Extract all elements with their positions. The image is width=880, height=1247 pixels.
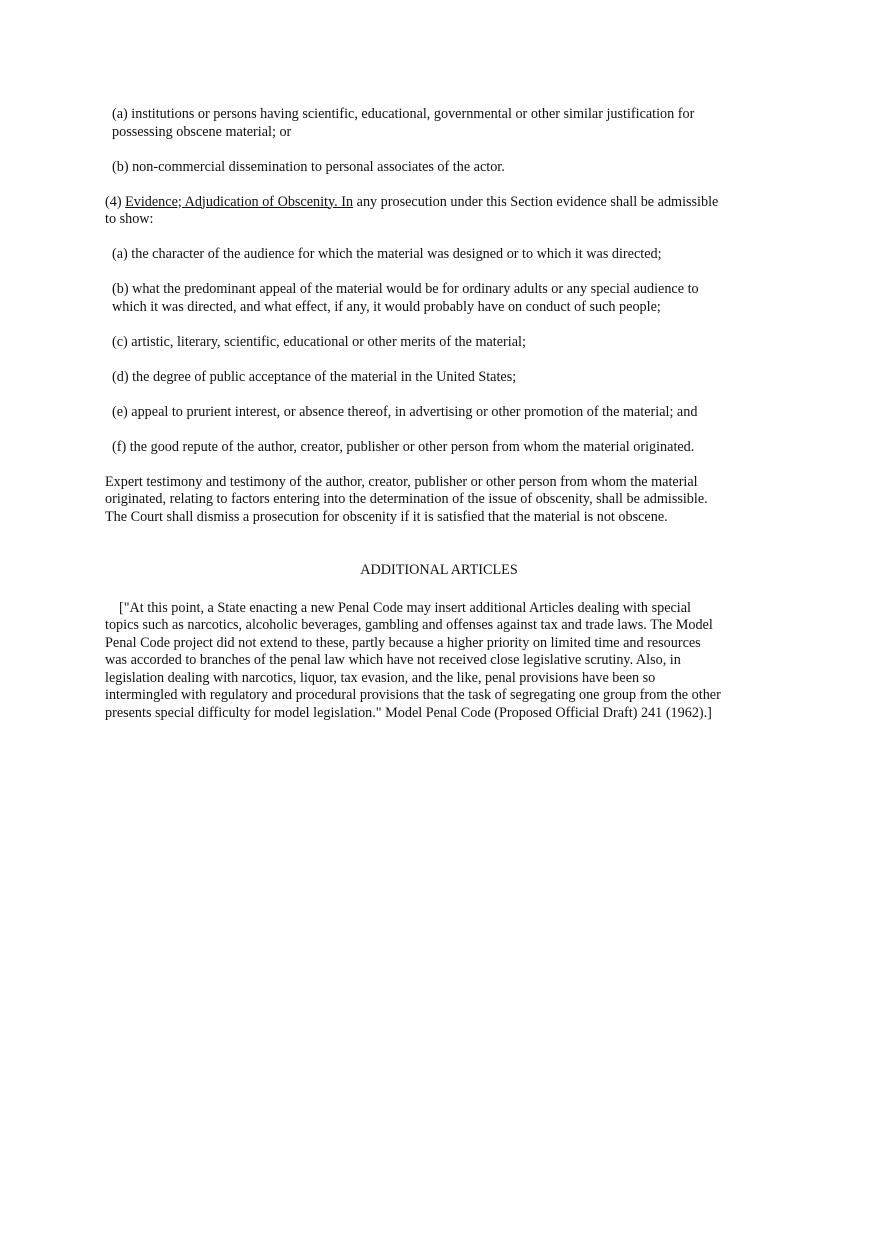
section-4-body: any prosecution under this Section evidence shall be admissible to show:	[105, 193, 719, 227]
evidence-item-e: (e) appeal to prurient interest, or absence thereof, in advertising or other promotion of the material; and	[112, 403, 698, 420]
evidence-item-a: (a) the character of the audience for which the material was designed or to which it was directed;	[112, 246, 662, 262]
section-4-paragraph	[105, 194, 725, 229]
evidence-item-d: (d) the degree of public acceptance of the material in the United States;	[112, 368, 517, 385]
section-4-title: Evidence; Adjudication of Obscenity. In	[125, 193, 354, 210]
document-page	[105, 106, 725, 722]
evidence-item-c: (c) artistic, literary, scientific, educational or other merits of the material;	[112, 333, 526, 350]
item-b-non-commercial: (b) non-commercial dissemination to personal associates of the actor.	[112, 158, 505, 175]
additional-articles-heading: ADDITIONAL ARTICLES	[360, 562, 518, 578]
item-a-institutions: (a) institutions or persons having scientific, educational, governmental or other similar justification for possessing obscene material; or	[112, 106, 695, 140]
evidence-item-b: (b) what the predominant appeal of the material would be for ordinary adults or any special audience to which it was directed, and what effect, if any, it would probably have on conduct of such people;	[112, 281, 699, 315]
editorial-note: ["At this point, a State enacting a new Penal Code may insert additional Articles dealing with special topics such as narcotics, alcoholic beverages, gambling and offenses against tax and trade laws. The Model Penal Code project did not extend to these, partly because a higher priority on limited time and resources was accorded to branches of the penal law which have not received close legislative scrutiny. Also, in legislation dealing with narcotics, liquor, tax evasion, and the like, penal provisions have been so intermingled with regulatory and procedural provisions that the task of segregating one group from the other presents special difficulty for model legislation." Model Penal Code (Proposed Official Draft) 241 (1962).]	[105, 599, 721, 721]
expert-testimony-paragraph: Expert testimony and testimony of the author, creator, publisher or other person from whom the material originated, relating to factors entering into the determination of the issue of obscenity, shall be admissible. The Court shall dismiss a prosecution for obscenity if it is satisfied that the material is not obscene.	[105, 473, 708, 525]
section-4-number: (4)	[105, 193, 122, 210]
evidence-item-f: (f) the good repute of the author, creator, publisher or other person from whom the material originated.	[112, 438, 695, 455]
